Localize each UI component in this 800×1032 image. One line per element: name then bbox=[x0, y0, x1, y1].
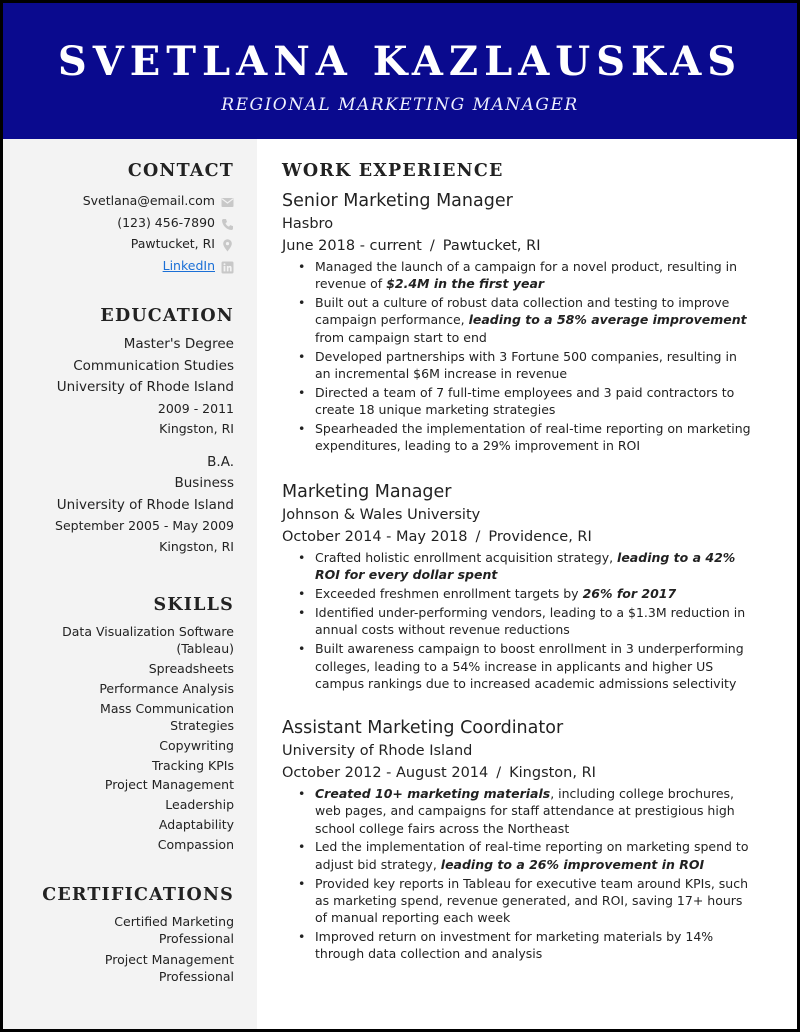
bullet-item: • Created 10+ marketing materials, including college brochures, web pages, and campaigns for staff attendance at prestigious high school college fairs across the Northeast bbox=[282, 785, 752, 837]
field-of-study: Communication Studies bbox=[73, 357, 234, 374]
education-dates: September 2005 - May 2009 bbox=[55, 518, 234, 533]
job-title: Marketing Manager bbox=[282, 482, 452, 502]
linkedin-link[interactable]: LinkedIn bbox=[162, 257, 215, 273]
candidate-name: SVETLANA KAZLAUSKAS bbox=[57, 38, 743, 85]
skill-item: Data Visualization Software bbox=[62, 624, 234, 639]
skill-item: Strategies bbox=[170, 717, 234, 733]
job-title: Assistant Marketing Coordinator bbox=[282, 718, 564, 738]
bullet-item: • Crafted holistic enrollment acquisition strategy, leading to a 42% ROI for every dollar spent bbox=[282, 549, 752, 584]
education-section bbox=[3, 305, 234, 557]
education-dates: 2009 - 2011 bbox=[157, 400, 234, 416]
education-entry bbox=[3, 452, 234, 558]
skill-item: Project Management bbox=[104, 777, 234, 793]
separator: / bbox=[429, 238, 435, 254]
job-date-location bbox=[282, 526, 752, 548]
location-text: Pawtucket, RI bbox=[130, 236, 215, 251]
job-bullets bbox=[282, 258, 752, 455]
contact-heading: CONTACT bbox=[127, 161, 234, 181]
school: University of Rhode Island bbox=[56, 379, 234, 395]
skill-item: Spreadsheets bbox=[148, 661, 234, 677]
bullet-item: • Improved return on investment for marketing materials by 14% through data collection and analysis bbox=[282, 928, 752, 963]
phone-icon bbox=[221, 216, 234, 229]
skill-item: Leadership bbox=[165, 797, 234, 813]
job-location: Kingston, RI bbox=[509, 765, 596, 781]
job-bullets bbox=[282, 549, 752, 692]
school: University of Rhode Island bbox=[56, 496, 234, 513]
job-entry bbox=[282, 480, 752, 694]
certification-line: Certified Marketing bbox=[114, 914, 234, 929]
linkedin-icon[interactable] bbox=[221, 259, 234, 272]
separator: / bbox=[475, 529, 481, 545]
job-dates: October 2012 - August 2014 bbox=[282, 765, 489, 781]
certification-line: Professional bbox=[158, 931, 234, 947]
contact-phone bbox=[3, 212, 234, 234]
job-location: Providence, RI bbox=[488, 529, 592, 545]
candidate-role: REGIONAL MARKETING MANAGER bbox=[221, 95, 579, 115]
education-entry bbox=[3, 334, 234, 440]
skills-heading: SKILLS bbox=[153, 595, 234, 615]
envelope-icon bbox=[221, 194, 234, 207]
certifications-heading: CERTIFICATIONS bbox=[42, 885, 234, 905]
field-of-study: Business bbox=[174, 475, 234, 491]
certifications-section bbox=[3, 884, 234, 985]
header-banner bbox=[3, 3, 797, 139]
bullet-item: • Developed partnerships with 3 Fortune 500 companies, resulting in an incremental $6M increase in revenue bbox=[282, 348, 752, 383]
education-location: Kingston, RI bbox=[159, 538, 234, 554]
bullet-item: • Exceeded freshmen enrollment targets by 26% for 2017 bbox=[282, 585, 752, 602]
job-dates: October 2014 - May 2018 bbox=[282, 529, 468, 545]
map-pin-icon bbox=[221, 237, 234, 250]
education-location: Kingston, RI bbox=[159, 421, 234, 436]
job-location: Pawtucket, RI bbox=[442, 238, 541, 254]
skill-item: Mass Communication bbox=[100, 700, 234, 716]
job-title: Senior Marketing Manager bbox=[282, 191, 513, 211]
job-entry bbox=[282, 716, 752, 964]
bullet-item: • Built awareness campaign to boost enrollment in 3 underperforming colleges, leading to a 54% increase in applicants and higher US campus rankings due to increased academic admissions selectivity bbox=[282, 640, 752, 692]
degree: B.A. bbox=[207, 453, 234, 470]
certification-item bbox=[3, 951, 234, 986]
work-experience-heading: WORK EXPERIENCE bbox=[282, 161, 504, 181]
email-text: Svetlana@email.com bbox=[82, 193, 215, 208]
contact-section bbox=[3, 160, 234, 276]
job-entry bbox=[282, 189, 752, 456]
bullet-item: • Provided key reports in Tableau for executive team around KPIs, such as marketing spend, revenue generated, and ROI, saving 17+ hours of manual reporting each week bbox=[282, 875, 752, 927]
company-name: Hasbro bbox=[282, 216, 334, 232]
separator: / bbox=[496, 765, 502, 781]
skill-item: Performance Analysis bbox=[99, 680, 234, 696]
phone-text: (123) 456-7890 bbox=[117, 214, 215, 230]
contact-linkedin[interactable] bbox=[3, 255, 234, 277]
skill-item: Copywriting bbox=[159, 737, 234, 753]
bullet-item: • Managed the launch of a campaign for a novel product, resulting in revenue of $2.4M in the first year bbox=[282, 258, 752, 293]
certification-line: Project Management bbox=[104, 951, 234, 967]
bullet-item: • Led the implementation of real-time reporting on marketing spend to adjust bid strategy, leading to a 26% improvement in ROI bbox=[282, 838, 752, 873]
skill-item: Adaptability bbox=[158, 816, 234, 832]
skill-item: Compassion bbox=[157, 836, 234, 852]
bullet-item: • Built out a culture of robust data collection and testing to improve campaign performance, leading to a 58% average improvement from campaign start to end bbox=[282, 294, 752, 346]
job-date-location bbox=[282, 762, 752, 784]
skill-item: (Tableau) bbox=[176, 641, 234, 657]
job-date-location bbox=[282, 235, 752, 257]
skills-section bbox=[3, 594, 234, 853]
skill-item: Tracking KPIs bbox=[152, 757, 234, 773]
sidebar bbox=[3, 139, 257, 1032]
bullet-item: • Identified under-performing vendors, leading to a $1.3M reduction in annual costs without revenue reductions bbox=[282, 604, 752, 639]
certification-line: Professional bbox=[158, 968, 234, 984]
bullet-item: • Spearheaded the implementation of real-time reporting on marketing expenditures, leading to a 29% improvement in ROI bbox=[282, 420, 752, 455]
company-name: Johnson & Wales University bbox=[282, 507, 481, 523]
education-heading: EDUCATION bbox=[100, 306, 234, 326]
job-bullets bbox=[282, 785, 752, 963]
degree: Master's Degree bbox=[123, 336, 234, 352]
job-dates: June 2018 - current bbox=[282, 238, 422, 254]
contact-location bbox=[3, 233, 234, 255]
bullet-item: • Directed a team of 7 full-time employees and 3 paid contractors to create 18 unique marketing strategies bbox=[282, 384, 752, 419]
contact-email bbox=[3, 190, 234, 212]
company-name: University of Rhode Island bbox=[282, 743, 473, 759]
certification-item bbox=[3, 913, 234, 948]
